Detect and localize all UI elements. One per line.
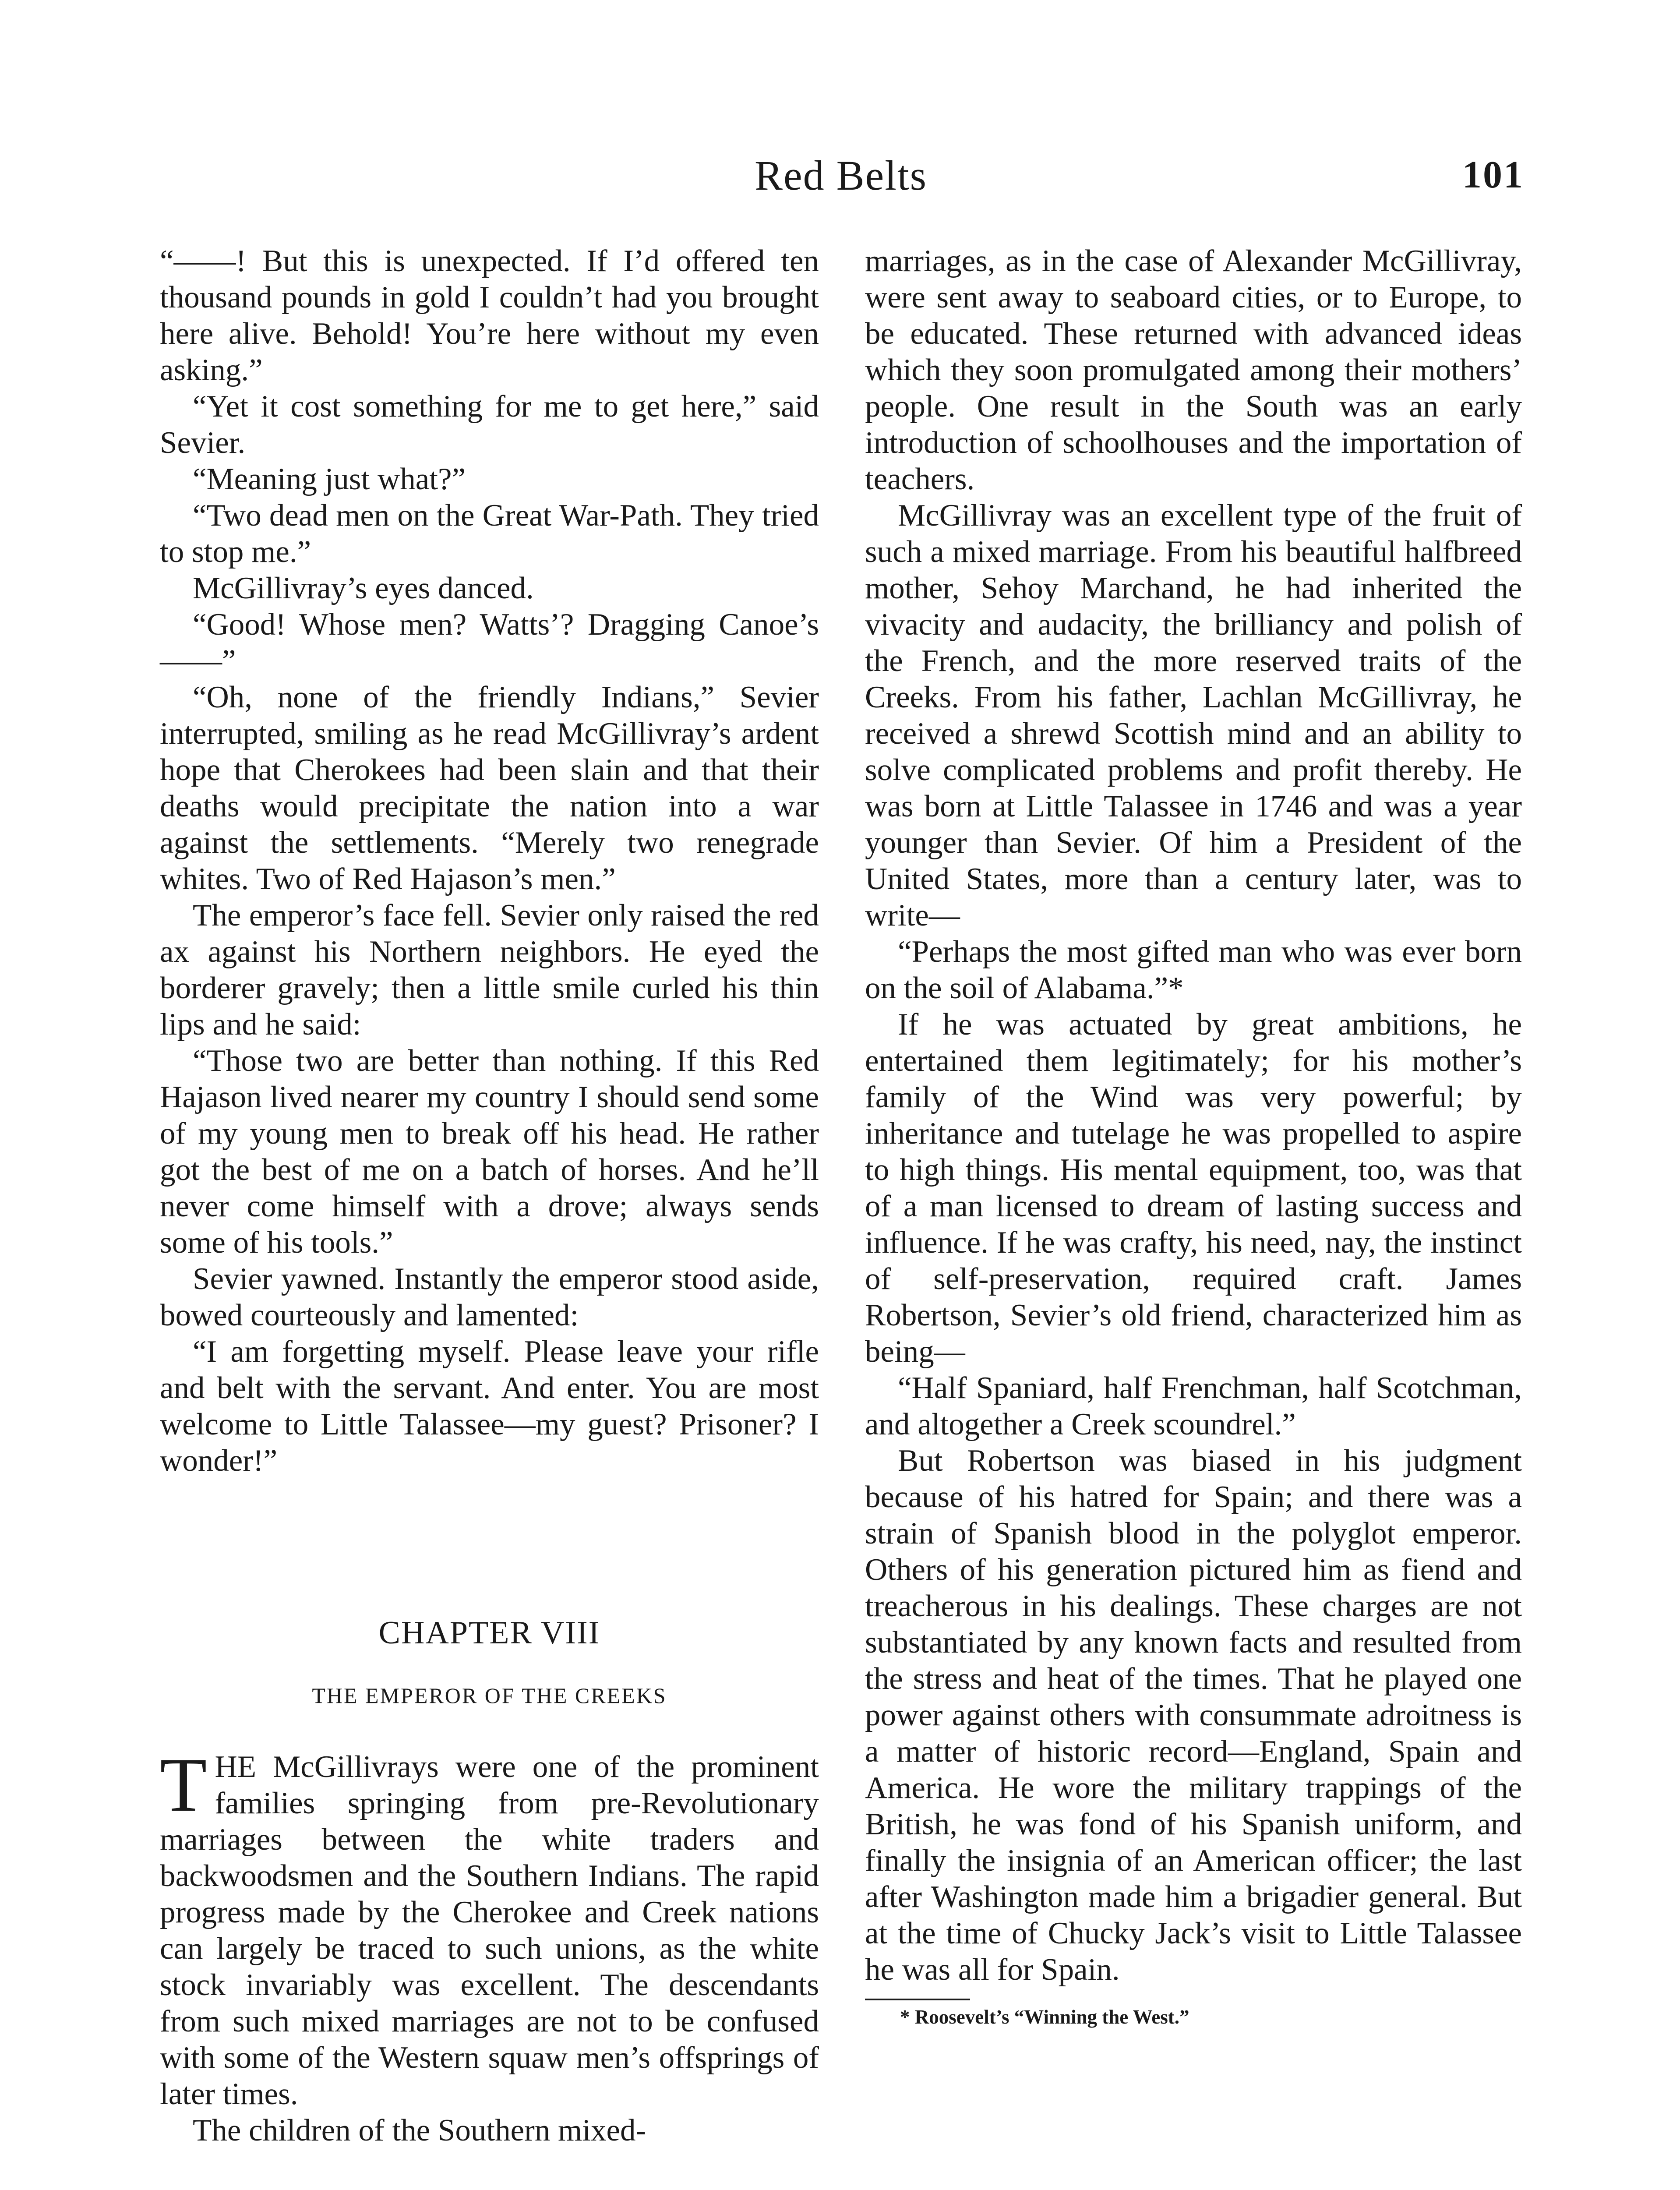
paragraph: “Perhaps the most gifted man who was ever born on the soil of Alabama.”* [865,935,1522,1005]
paragraph: “——! But this is unexpected. If I’d offered ten thousand pounds in gold I couldn’t had you brought here alive. Behold! You’re here without my even asking.” [160,244,819,387]
left-column [160,243,819,2149]
page-number: 101 [1462,154,1524,196]
paragraph: But Robertson was biased in his judgment because of his hatred for Spain; and there was a strain of Spanish blood in the polyglot emperor. Others of his generation pictured him as fiend and treacherous in his dealings. These charges are not substantiated by any known facts and resulted from the stress and heat of the times. That he played one power against others with consummate adroitness is a matter of historic record—England, Spain and America. He wore the military trappings of the British, he was fond of his Spanish uniform, and finally the insignia of an American officer; the last after Washington made him a brigadier general. But at the time of Chucky Jack’s visit to Little Talassee he was all for Spain. [865,1444,1522,1987]
paragraph: “Yet it cost something for me to get here,” said Sevier. [160,389,819,460]
paragraph: “Good! Whose men? Watts’? Dragging Canoe’s——” [160,608,819,678]
right-column [865,243,1522,2029]
paragraph: “Two dead men on the Great War-Path. They tried to stop me.” [160,498,819,569]
paragraph: “I am forgetting myself. Please leave your rifle and belt with the servant. And enter. You are most welcome to Little Talassee—my guest? Prisoner? I wonder!” [160,1335,819,1478]
chapter-opening-text: HE McGillivrays were one of the prominent families springing from pre-Revolutionary marriages between the white traders and backwoodsmen and the Southern Indians. The rapid progress made by the Cherokee and Creek nations can largely be traced to such unions, as the white stock invariably was excellent. The descendants from such mixed marriages are not to be confused with some of the Western squaw men’s offsprings of later times. [160,1750,819,2111]
drop-cap: T [160,1742,207,1828]
paragraph: If he was actuated by great ambitions, he entertained them legitimately; for his mother’s family of the Wind was very powerful; by inheritance and tutelage he was propelled to aspire to high things. His mental equipment, too, was that of a man licensed to dream of lasting success and influence. If he was crafty, his need, nay, the instinct of self-preservation, required craft. James Robertson, Sevier’s old friend, characterized him as being— [865,1007,1522,1369]
paragraph: McGillivray’s eyes danced. [193,571,534,605]
paragraph: “Meaning just what?” [193,462,466,496]
paragraph: Sevier yawned. Instantly the emperor stood aside, bowed courteously and lamented: [160,1262,819,1332]
chapter-subtitle: THE EMPEROR OF THE CREEKS [312,1683,667,1708]
paragraph: The children of the Southern mixed- [193,2113,646,2148]
running-head: Red Belts [755,152,927,199]
chapter-title: CHAPTER VIII [378,1615,600,1651]
paragraph: McGillivray was an excellent type of the fruit of such a mixed marriage. From his beautiful halfbreed mother, Sehoy Marchand, he had inherited the vivacity and audacity, the brilliancy and polish of the French, and the more reserved traits of the Creeks. From his father, Lachlan McGillivray, he received a shrewd Scottish mind and an ability to solve complicated problems and profit thereby. He was born at Little Talassee in 1746 and was a year younger than Sevier. Of him a President of the United States, more than a century later, was to write— [865,498,1522,933]
footnote-rule [865,1999,970,2000]
paragraph: marriages, as in the case of Alexander McGillivray, were sent away to seaboard cities, or to Europe, to be educated. These returned with advanced ideas which they soon promulgated among their mothers’ people. One result in the South was an early introduction of schoolhouses and the importation of teachers. [865,244,1522,496]
paragraph: “Half Spaniard, half Frenchman, half Scotchman, and altogether a Creek scoundrel.” [865,1371,1522,1441]
chapter-opening-paragraph [160,1742,819,2112]
footnote: * Roosevelt’s “Winning the West.” [900,2006,1189,2028]
paragraph: The emperor’s face fell. Sevier only raised the red ax against his Northern neighbors. He eyed the borderer gravely; then a little smile curled his thin lips and he said: [160,898,819,1042]
page-header [158,151,1524,208]
paragraph: “Oh, none of the friendly Indians,” Sevier interrupted, smiling as he read McGillivray’s ardent hope that Cherokees had been slain and that their deaths would precipitate the nation into a war against the settlements. “Merely two renegrade whites. Two of Red Hajason’s men.” [160,680,819,896]
paragraph: “Those two are better than nothing. If this Red Hajason lived nearer my country I should send some of my young men to break off his head. He rather got the best of me on a batch of horses. And he’ll never come himself with a drove; always sends some of his tools.” [160,1044,819,1260]
